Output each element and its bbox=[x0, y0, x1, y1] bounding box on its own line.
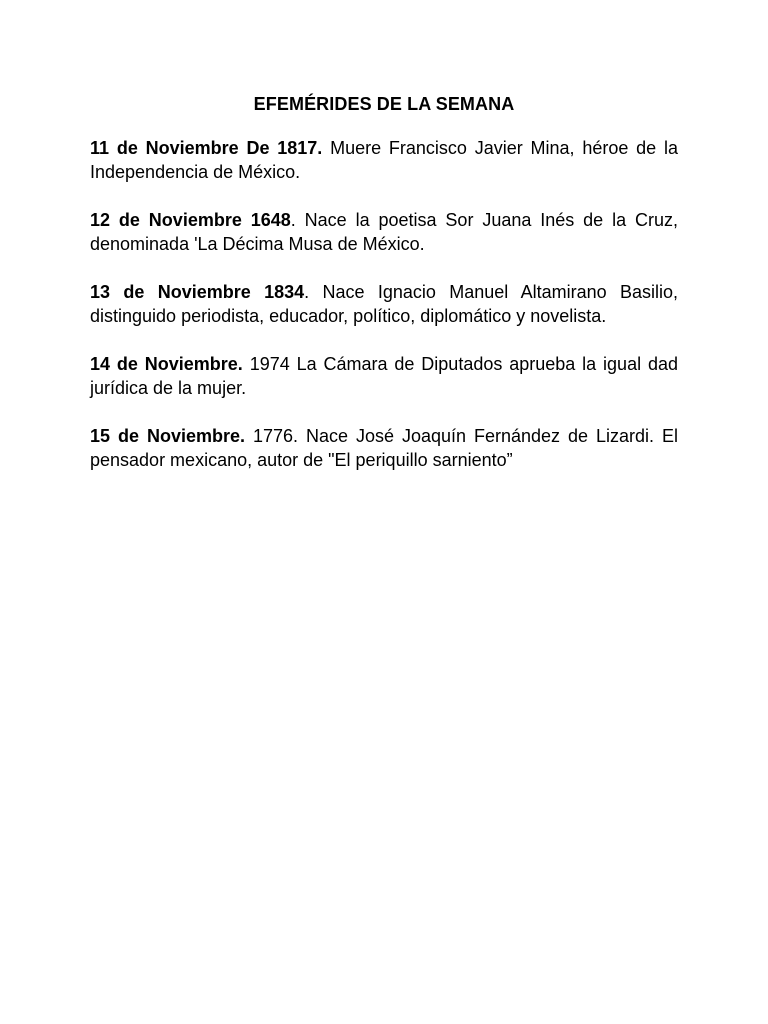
ephemeris-entry bbox=[90, 208, 678, 256]
entry-text: 1974 La Cámara de Diputados aprueba la igual dad jurídica de la mujer. bbox=[90, 354, 678, 398]
entry-date: 15 de Noviembre. bbox=[90, 426, 245, 446]
ephemeris-entry bbox=[90, 136, 678, 184]
entry-text: 1776. Nace José Joaquín Fernández de Lizardi. El pensador mexicano, autor de "El periquillo sarniento” bbox=[90, 426, 678, 470]
document-page bbox=[90, 92, 678, 496]
entry-text: Muere Francisco Javier Mina, héroe de la Independencia de México. bbox=[90, 138, 678, 182]
entry-date: 14 de Noviembre. bbox=[90, 354, 243, 374]
entry-text: . Nace la poetisa Sor Juana Inés de la Cruz, denominada 'La Décima Musa de México. bbox=[90, 210, 678, 254]
entry-date: 13 de Noviembre 1834 bbox=[90, 282, 305, 302]
document-title: EFEMÉRIDES DE LA SEMANA bbox=[253, 94, 515, 114]
ephemeris-entry bbox=[90, 280, 678, 328]
ephemeris-entry bbox=[90, 352, 678, 400]
entry-date: 11 de Noviembre De 1817. bbox=[90, 138, 323, 158]
entry-date: 12 de Noviembre 1648 bbox=[90, 210, 291, 230]
ephemeris-entry bbox=[90, 424, 678, 472]
entry-text: . Nace Ignacio Manuel Altamirano Basilio, distinguido periodista, educador, político, diplomático y novelista. bbox=[90, 282, 678, 326]
